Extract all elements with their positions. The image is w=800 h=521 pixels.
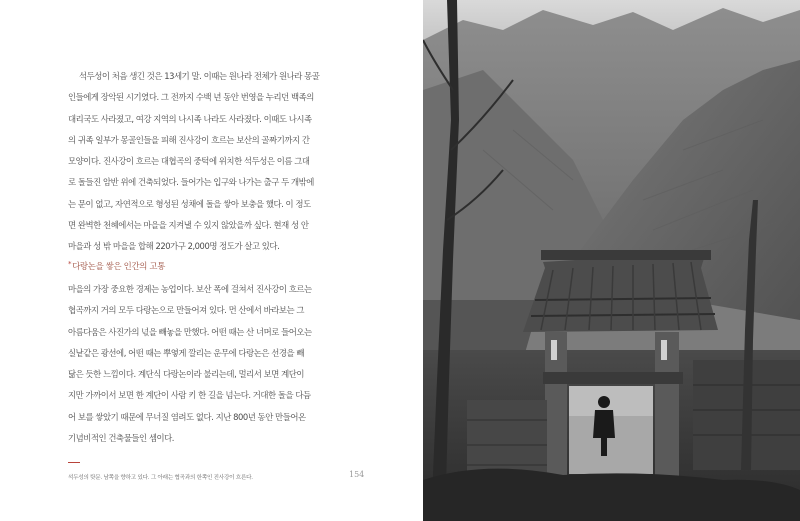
paragraph-line: 대리국도 사라졌고, 여강 지역의 나시족 나라도 사라졌다. 이때도 나시족 [68,113,312,124]
paragraph-line: 마을의 가장 중요한 경제는 농업이다. 보산 폭에 걸쳐서 진사강이 흐르는 [68,284,312,294]
paragraph-line: 지만 가까이서 보면 한 계단이 사람 키 한 길을 넘는다. 거대한 돌을 다듬 [68,390,311,401]
paragraph-line: 닮은 듯한 느낌이다. 계단식 다랑논이라 불리는데, 멀리서 보면 계단이 [68,369,305,380]
paragraph-1 [68,66,390,258]
paragraph-2 [68,279,390,449]
section-heading-text: 다랑논을 쌓은 인간의 고통 [72,261,165,271]
paragraph-line: 기념비적인 건축물들인 셈이다. [68,433,174,444]
paragraph-line: 모양이다. 진사강이 흐르는 대협곡의 중턱에 위치한 석두성은 이름 그대 [68,156,310,167]
paragraph-line: 로 돌들진 암반 위에 건축되었다. 들어가는 입구와 나가는 출구 두 개밖에 [68,177,314,188]
page-number: 154 [349,470,365,479]
paragraph-line: 어 보를 쌓았기 때문에 무너질 염려도 없다. 지난 800년 동안 만들어온 [68,411,306,422]
paragraph-line: 인들에게 장악된 시기였다. 그 전까지 수백 년 동안 번영을 누리던 백족의 [68,92,314,103]
paragraph-line: 면 완벽한 천혜에서는 마을을 지켜낼 수 있지 않았을까 싶다. 현재 성 안 [68,220,309,231]
paragraph-line: 아름다움은 사진가의 넋을 빼놓을 만했다. 어떤 때는 산 너머로 들어오는 [68,326,312,337]
paragraph-line: 의 귀족 일부가 몽골인들을 피해 진사강이 흐르는 보산의 골짜기까지 간 [68,134,310,145]
paragraph-line: 석두성이 처음 생긴 것은 13세기 말. 이때는 원나라 전체가 원나라 몽골 [79,71,320,81]
footnote-rule [68,462,80,463]
asterisk-mark: * [68,260,72,268]
gate-photo [423,0,800,521]
paragraph-line: 협곡까지 거의 모두 다랑논으로 만들어져 있다. 먼 산에서 바라보는 그 [68,305,305,316]
paragraph-line: 실낱같은 광선에, 어떤 때는 뿌옇게 깔리는 운무에 다랑논은 선경을 빼 [68,347,305,358]
photo-caption: 석두성의 탓문. 남쪽을 향하고 있다. 그 아래는 협곡과의 한쪽인 진사강이 흐른다. [68,475,253,481]
section-heading [68,260,165,272]
paragraph-line: 마을과 성 밖 마을을 합해 220가구 2,000명 정도가 살고 있다. [68,241,280,252]
paragraph-line: 는 문이 없고, 자연적으로 형성된 성채에 돌을 쌓아 보충을 했다. 이 정도 [68,198,311,209]
